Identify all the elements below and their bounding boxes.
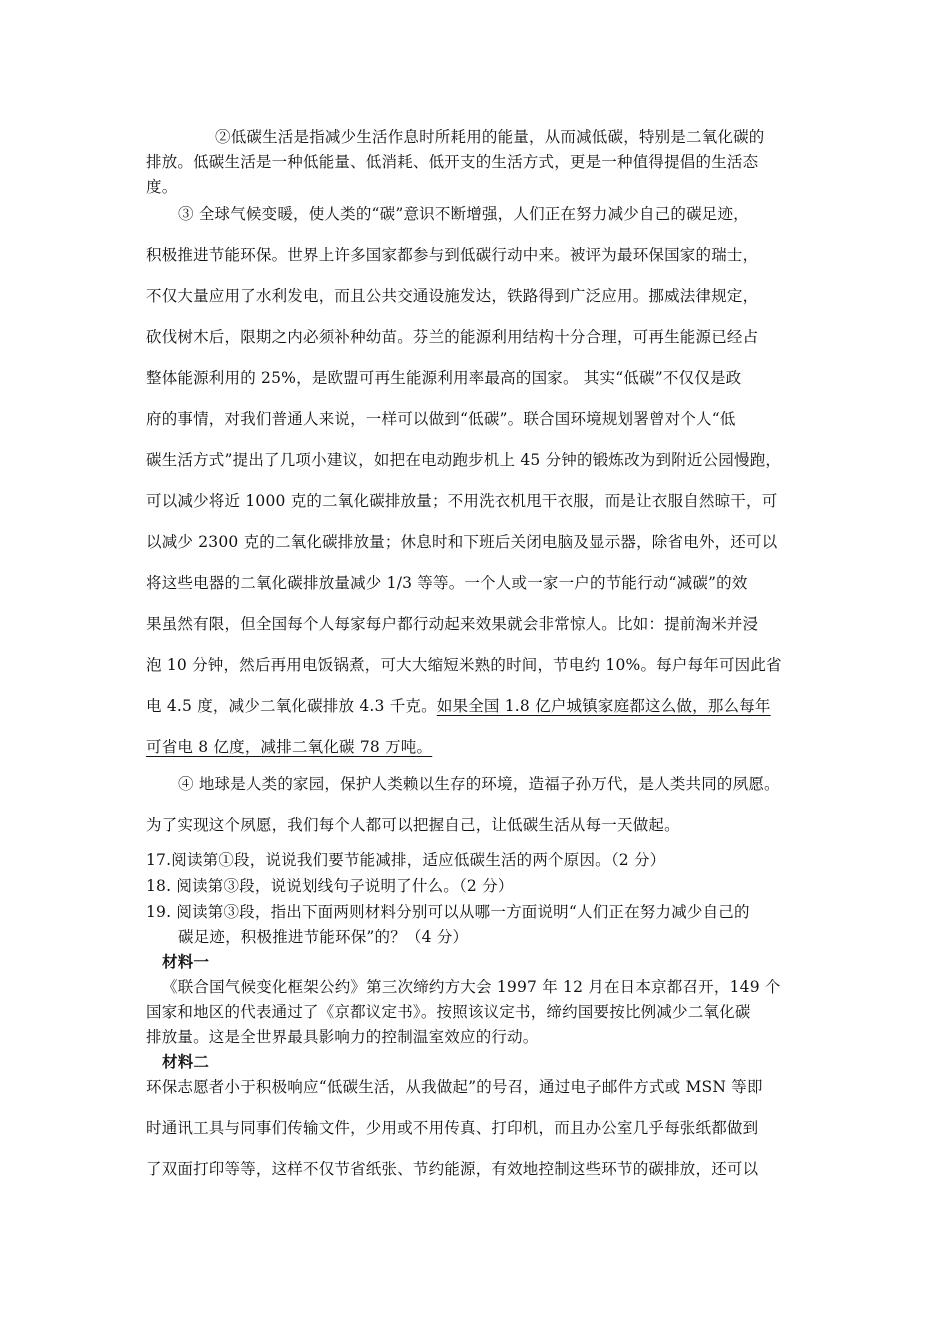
para3-line-text: 电 4.5 度，减少二氧化碳排放 4.3 千克。 bbox=[146, 697, 437, 715]
para3-line: 不仅大量应用了水利发电，而且公共交通设施发达，铁路得到广泛应用。挪威法律规定， bbox=[146, 287, 759, 305]
para3-line: 以减少 2300 克的二氧化碳排放量；休息时和下班后关闭电脑及显示器，除省电外，还可以 bbox=[146, 533, 778, 551]
para2-line: ②低碳生活是指减少生活作息时所耗用的能量，从而减低碳，特别是二氧化碳的 bbox=[215, 128, 765, 146]
material1-line: 国家和地区的代表通过了《京都议定书》。按照该议定书，缔约国要按比例减少二氧化碳 bbox=[146, 1003, 751, 1021]
material1-line: 排放量。这是全世界最具影响力的控制温室效应的行动。 bbox=[146, 1028, 539, 1046]
para3-line: 府的事情，对我们普通人来说，一样可以做到“低碳”。联合国环境规划署曾对个人“低 bbox=[146, 410, 736, 428]
para3-line: ③ 全球气候变暖，使人类的“碳”意识不断增强，人们正在努力减少自己的碳足迹， bbox=[178, 205, 749, 223]
para4-line: 为了实现这个夙愿，我们每个人都可以把握自己，让低碳生活从每一天做起。 bbox=[146, 816, 680, 834]
para3-line: 可以减少将近 1000 克的二氧化碳排放量；不用洗衣机甩干衣服，而是让衣服自然晾干，可 bbox=[146, 492, 778, 510]
para3-line: 泡 10 分钟，然后再用电饭锅煮，可大大缩短米熟的时间，节电约 10%。每户每年可因此省 bbox=[146, 656, 782, 674]
question-17: 17.阅读第①段，说说我们要节能减排，适应低碳生活的两个原因。（2 分） bbox=[146, 851, 666, 869]
para2-line: 排放。低碳生活是一种低能量、低消耗、低开支的生活方式，更是一种值得提倡的生活态 bbox=[146, 153, 759, 171]
material1-line: 《联合国气候变化框架公约》第三次缔约方大会 1997 年 12 月在日本京都召开，149 个 bbox=[162, 978, 781, 996]
material1-title: 材料一 bbox=[162, 952, 210, 971]
material2-line: 环保志愿者小于积极响应“低碳生活，从我做起”的号召，通过电子邮件方式或 MSN 等即 bbox=[146, 1078, 763, 1096]
para2-line: 度。 bbox=[146, 178, 178, 196]
para3-line: 果虽然有限，但全国每个人每家每户都行动起来效果就会非常惊人。比如：提前淘米并浸 bbox=[146, 615, 759, 633]
para3-line: 将这些电器的二氧化碳排放量减少 1/3 等等。一个人或一家一户的节能行动“减碳”的效 bbox=[146, 574, 748, 592]
para3-line: 碳生活方式”提出了几项小建议，如把在电动跑步机上 45 分钟的锻炼改为到附近公园慢跑， bbox=[146, 451, 782, 469]
para3-line: 砍伐树木后，限期之内必须补种幼苗。芬兰的能源利用结构十分合理，可再生能源已经占 bbox=[146, 328, 759, 346]
para3-line: 积极推进节能环保。世界上许多国家都参与到低碳行动中来。被评为最环保国家的瑞士， bbox=[146, 246, 759, 264]
material2-line: 时通讯工具与同事们传输文件，少用或不用传真、打印机，而且办公室几乎每张纸都做到 bbox=[146, 1119, 759, 1137]
material2-title: 材料二 bbox=[162, 1052, 210, 1071]
para3-line bbox=[146, 696, 771, 716]
question-19: 碳足迹，积极推进节能环保”的？（4 分） bbox=[178, 928, 469, 946]
para3-line: 整体能源利用的 25%，是欧盟可再生能源利用率最高的国家。 其实“低碳”不仅仅是政 bbox=[146, 369, 742, 387]
material2-line: 了双面打印等等，这样不仅节省纸张、节约能源，有效地控制这些环节的碳排放，还可以 bbox=[146, 1160, 759, 1178]
underlined-sentence: 可省电 8 亿度，减排二氧化碳 78 万吨。 bbox=[146, 738, 433, 756]
para4-line: ④ 地球是人类的家园，保护人类赖以生存的环境，造福子孙万代，是人类共同的夙愿。 bbox=[178, 775, 780, 793]
question-18: 18. 阅读第③段，说说划线句子说明了什么。（2 分） bbox=[146, 877, 514, 895]
question-19: 19. 阅读第③段，指出下面两则材料分别可以从哪一方面说明“人们正在努力减少自己的 bbox=[146, 903, 750, 921]
underlined-sentence: 如果全国 1.8 亿户城镇家庭都这么做，那么每年 bbox=[436, 697, 771, 715]
